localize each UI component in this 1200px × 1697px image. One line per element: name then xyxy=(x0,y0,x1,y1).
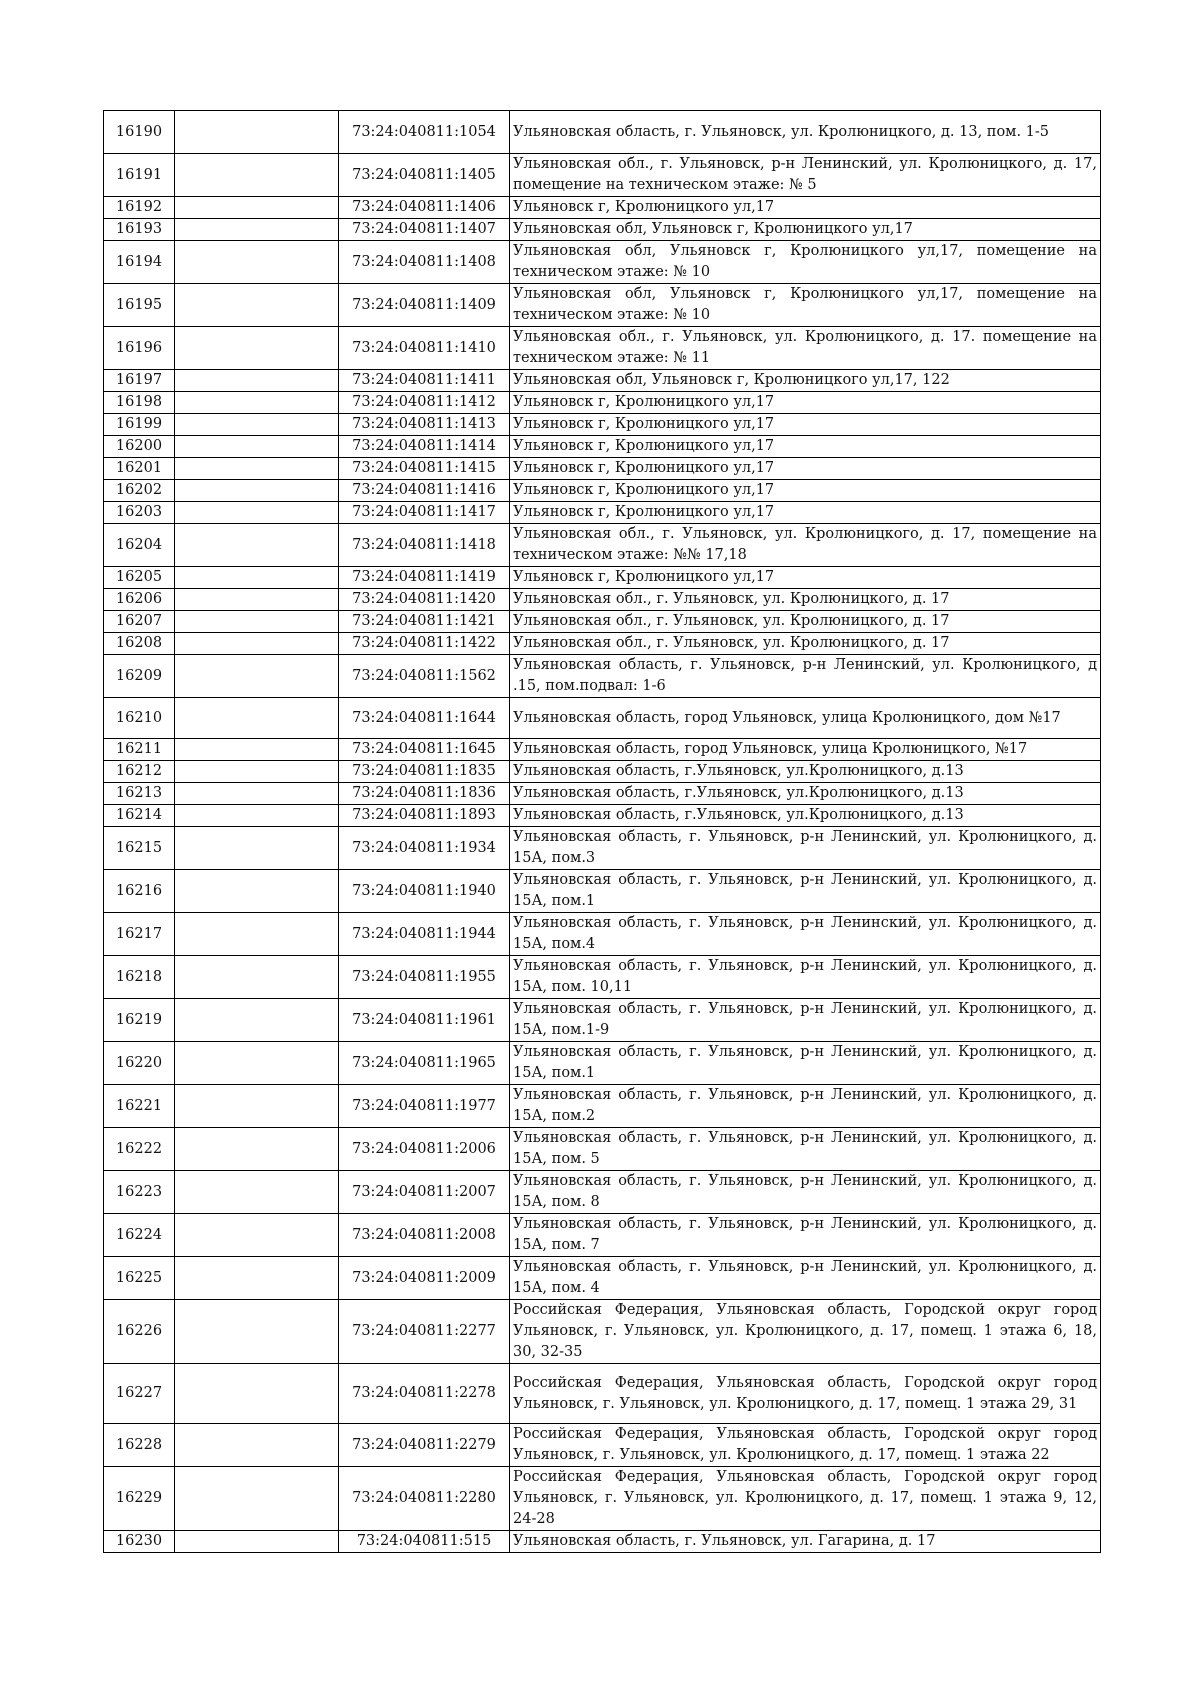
empty-cell xyxy=(175,633,339,655)
table-row xyxy=(104,480,1101,502)
table-row xyxy=(104,241,1101,284)
empty-cell xyxy=(175,805,339,827)
empty-cell xyxy=(175,1214,339,1257)
table-row xyxy=(104,1364,1101,1424)
table-row xyxy=(104,655,1101,698)
cadastral-number: 73:24:040811:515 xyxy=(339,1531,510,1553)
empty-cell xyxy=(175,219,339,241)
address: Российская Федерация, Ульяновская область, Городской округ город Ульяновск, г. Ульяновск, ул. Кролюницкого, д. 17, помещ. 1 этажа 22 xyxy=(510,1424,1101,1467)
empty-cell xyxy=(175,1424,339,1467)
address: Ульяновская обл, Ульяновск г, Кролюницкого ул,17, помещение на техническом этаже: № 10 xyxy=(510,241,1101,284)
empty-cell xyxy=(175,327,339,370)
row-number: 16219 xyxy=(104,999,175,1042)
address: Ульяновск г, Кролюницкого ул,17 xyxy=(510,502,1101,524)
empty-cell xyxy=(175,284,339,327)
address: Ульяновск г, Кролюницкого ул,17 xyxy=(510,197,1101,219)
cadastral-number: 73:24:040811:1418 xyxy=(339,524,510,567)
address: Ульяновская область, г. Ульяновск, р-н Ленинский, ул. Кролюницкого, д. 15А, пом.3 xyxy=(510,827,1101,870)
cadastral-number: 73:24:040811:2008 xyxy=(339,1214,510,1257)
row-number: 16211 xyxy=(104,739,175,761)
cadastral-number: 73:24:040811:1562 xyxy=(339,655,510,698)
empty-cell xyxy=(175,827,339,870)
address: Ульяновская область, г. Ульяновск, р-н Ленинский, ул. Кролюницкого, д. 15А, пом. 4 xyxy=(510,1257,1101,1300)
row-number: 16218 xyxy=(104,956,175,999)
row-number: 16230 xyxy=(104,1531,175,1553)
cadastral-number: 73:24:040811:2277 xyxy=(339,1300,510,1364)
address: Ульяновская область, г. Ульяновск, р-н Ленинский, ул. Кролюницкого, д. 15А, пом.1-9 xyxy=(510,999,1101,1042)
address: Ульяновск г, Кролюницкого ул,17 xyxy=(510,567,1101,589)
table-row xyxy=(104,589,1101,611)
empty-cell xyxy=(175,589,339,611)
address: Ульяновская область, г. Ульяновск, р-н Ленинский, ул. Кролюницкого, д. 15А, пом.1 xyxy=(510,1042,1101,1085)
cadastral-number: 73:24:040811:1965 xyxy=(339,1042,510,1085)
row-number: 16228 xyxy=(104,1424,175,1467)
address: Ульяновская область, г. Ульяновск, р-н Ленинский, ул. Кролюницкого, д. 15А, пом. 7 xyxy=(510,1214,1101,1257)
address: Ульяновская область, г. Ульяновск, р-н Ленинский, ул. Кролюницкого, д. 15А, пом.4 xyxy=(510,913,1101,956)
table-row xyxy=(104,392,1101,414)
table-row xyxy=(104,284,1101,327)
address: Ульяновская область, г. Ульяновск, р-н Ленинский, ул. Кролюницкого, д. 15А, пом. 8 xyxy=(510,1171,1101,1214)
cadastral-number: 73:24:040811:2279 xyxy=(339,1424,510,1467)
cadastral-number: 73:24:040811:1410 xyxy=(339,327,510,370)
empty-cell xyxy=(175,655,339,698)
table-row xyxy=(104,1300,1101,1364)
table-row xyxy=(104,1257,1101,1300)
row-number: 16198 xyxy=(104,392,175,414)
cadastral-number: 73:24:040811:1893 xyxy=(339,805,510,827)
table-row xyxy=(104,870,1101,913)
cadastral-number: 73:24:040811:2278 xyxy=(339,1364,510,1424)
row-number: 16194 xyxy=(104,241,175,284)
empty-cell xyxy=(175,502,339,524)
table-row xyxy=(104,414,1101,436)
row-number: 16201 xyxy=(104,458,175,480)
cadastral-number: 73:24:040811:1940 xyxy=(339,870,510,913)
cadastral-number: 73:24:040811:1405 xyxy=(339,154,510,197)
table-row xyxy=(104,761,1101,783)
empty-cell xyxy=(175,1300,339,1364)
address: Ульяновская область, г. Ульяновск, р-н Ленинский, ул. Кролюницкого, д. 15А, пом. 5 xyxy=(510,1128,1101,1171)
address: Ульяновская область, г.Ульяновск, ул.Кролюницкого, д.13 xyxy=(510,805,1101,827)
row-number: 16206 xyxy=(104,589,175,611)
empty-cell xyxy=(175,241,339,284)
address: Ульяновск г, Кролюницкого ул,17 xyxy=(510,392,1101,414)
empty-cell xyxy=(175,197,339,219)
table-row xyxy=(104,611,1101,633)
address: Ульяновская область, город Ульяновск, улица Кролюницкого, №17 xyxy=(510,739,1101,761)
cadastral-number: 73:24:040811:1406 xyxy=(339,197,510,219)
address: Ульяновская обл, Ульяновск г, Кролюницкого ул,17 xyxy=(510,219,1101,241)
row-number: 16212 xyxy=(104,761,175,783)
row-number: 16203 xyxy=(104,502,175,524)
table-row xyxy=(104,458,1101,480)
address: Ульяновск г, Кролюницкого ул,17 xyxy=(510,480,1101,502)
row-number: 16215 xyxy=(104,827,175,870)
empty-cell xyxy=(175,1085,339,1128)
table-row xyxy=(104,436,1101,458)
empty-cell xyxy=(175,913,339,956)
empty-cell xyxy=(175,392,339,414)
empty-cell xyxy=(175,999,339,1042)
empty-cell xyxy=(175,739,339,761)
empty-cell xyxy=(175,1171,339,1214)
table-row xyxy=(104,827,1101,870)
table-row xyxy=(104,805,1101,827)
table-row xyxy=(104,1531,1101,1553)
address: Российская Федерация, Ульяновская область, Городской округ город Ульяновск, г. Ульяновск, ул. Кролюницкого, д. 17, помещ. 1 этажа 29, 31 xyxy=(510,1364,1101,1424)
cadastral-number: 73:24:040811:2007 xyxy=(339,1171,510,1214)
row-number: 16223 xyxy=(104,1171,175,1214)
row-number: 16210 xyxy=(104,698,175,739)
cadastral-number: 73:24:040811:2006 xyxy=(339,1128,510,1171)
row-number: 16193 xyxy=(104,219,175,241)
empty-cell xyxy=(175,1531,339,1553)
table-row xyxy=(104,1467,1101,1531)
table-row xyxy=(104,783,1101,805)
row-number: 16204 xyxy=(104,524,175,567)
table-row xyxy=(104,524,1101,567)
cadastral-number: 73:24:040811:1412 xyxy=(339,392,510,414)
row-number: 16192 xyxy=(104,197,175,219)
cadastral-number: 73:24:040811:2280 xyxy=(339,1467,510,1531)
address: Ульяновск г, Кролюницкого ул,17 xyxy=(510,458,1101,480)
row-number: 16216 xyxy=(104,870,175,913)
table-row xyxy=(104,370,1101,392)
cadastral-number: 73:24:040811:1414 xyxy=(339,436,510,458)
cadastral-number: 73:24:040811:1644 xyxy=(339,698,510,739)
address: Ульяновская область, г. Ульяновск, р-н Ленинский, ул. Кролюницкого, д. 15А, пом.1 xyxy=(510,870,1101,913)
address: Ульяновская область, г. Ульяновск, р-н Ленинский, ул. Кролюницкого, д .15, пом.подвал: 1-6 xyxy=(510,655,1101,698)
row-number: 16225 xyxy=(104,1257,175,1300)
empty-cell xyxy=(175,436,339,458)
empty-cell xyxy=(175,1467,339,1531)
cadastral-number: 73:24:040811:1411 xyxy=(339,370,510,392)
row-number: 16199 xyxy=(104,414,175,436)
empty-cell xyxy=(175,524,339,567)
cadastral-number: 73:24:040811:1417 xyxy=(339,502,510,524)
cadastral-number: 73:24:040811:1961 xyxy=(339,999,510,1042)
empty-cell xyxy=(175,611,339,633)
row-number: 16227 xyxy=(104,1364,175,1424)
empty-cell xyxy=(175,154,339,197)
cadastral-number: 73:24:040811:1977 xyxy=(339,1085,510,1128)
row-number: 16202 xyxy=(104,480,175,502)
row-number: 16196 xyxy=(104,327,175,370)
empty-cell xyxy=(175,761,339,783)
address: Ульяновская обл., г. Ульяновск, ул. Кролюницкого, д. 17, помещение на техническом этаже: №№ 17,18 xyxy=(510,524,1101,567)
address: Ульяновская область, город Ульяновск, улица Кролюницкого, дом №17 xyxy=(510,698,1101,739)
address: Ульяновская область, г.Ульяновск, ул.Кролюницкого, д.13 xyxy=(510,783,1101,805)
cadastral-number: 73:24:040811:1409 xyxy=(339,284,510,327)
address: Ульяновск г, Кролюницкого ул,17 xyxy=(510,414,1101,436)
address: Ульяновская область, г. Ульяновск, р-н Ленинский, ул. Кролюницкого, д. 15А, пом. 10,11 xyxy=(510,956,1101,999)
row-number: 16191 xyxy=(104,154,175,197)
empty-cell xyxy=(175,414,339,436)
table-row xyxy=(104,197,1101,219)
address: Ульяновская область, г. Ульяновск, ул. Гагарина, д. 17 xyxy=(510,1531,1101,1553)
row-number: 16222 xyxy=(104,1128,175,1171)
table-row xyxy=(104,1424,1101,1467)
row-number: 16195 xyxy=(104,284,175,327)
cadastral-number: 73:24:040811:1944 xyxy=(339,913,510,956)
address: Ульяновская обл, Ульяновск г, Кролюницкого ул,17, 122 xyxy=(510,370,1101,392)
row-number: 16200 xyxy=(104,436,175,458)
cadastral-number: 73:24:040811:1420 xyxy=(339,589,510,611)
address: Ульяновская обл., г. Ульяновск, ул. Кролюницкого, д. 17 xyxy=(510,589,1101,611)
table-row xyxy=(104,956,1101,999)
cadastral-number: 73:24:040811:1421 xyxy=(339,611,510,633)
address: Ульяновская обл., г. Ульяновск, ул. Кролюницкого, д. 17 xyxy=(510,611,1101,633)
table-row xyxy=(104,502,1101,524)
empty-cell xyxy=(175,1128,339,1171)
table-row xyxy=(104,219,1101,241)
empty-cell xyxy=(175,783,339,805)
table-row xyxy=(104,327,1101,370)
cadastral-number: 73:24:040811:1413 xyxy=(339,414,510,436)
cadastral-number: 73:24:040811:1419 xyxy=(339,567,510,589)
empty-cell xyxy=(175,1364,339,1424)
empty-cell xyxy=(175,1257,339,1300)
cadastral-number: 73:24:040811:1422 xyxy=(339,633,510,655)
table-row xyxy=(104,1042,1101,1085)
cadastral-number: 73:24:040811:1934 xyxy=(339,827,510,870)
address: Ульяновская обл., г. Ульяновск, ул. Кролюницкого, д. 17 xyxy=(510,633,1101,655)
cadastral-number: 73:24:040811:2009 xyxy=(339,1257,510,1300)
row-number: 16226 xyxy=(104,1300,175,1364)
cadastral-number: 73:24:040811:1408 xyxy=(339,241,510,284)
empty-cell xyxy=(175,956,339,999)
row-number: 16217 xyxy=(104,913,175,956)
row-number: 16209 xyxy=(104,655,175,698)
row-number: 16208 xyxy=(104,633,175,655)
table-row xyxy=(104,1214,1101,1257)
cadastral-number: 73:24:040811:1836 xyxy=(339,783,510,805)
cadastral-number: 73:24:040811:1835 xyxy=(339,761,510,783)
table-row xyxy=(104,1085,1101,1128)
address: Российская Федерация, Ульяновская область, Городской округ город Ульяновск, г. Ульяновск, ул. Кролюницкого, д. 17, помещ. 1 этажа 9, 12, 24-28 xyxy=(510,1467,1101,1531)
row-number: 16205 xyxy=(104,567,175,589)
row-number: 16197 xyxy=(104,370,175,392)
row-number: 16213 xyxy=(104,783,175,805)
empty-cell xyxy=(175,1042,339,1085)
address: Ульяновская обл., г. Ульяновск, р-н Ленинский, ул. Кролюницкого, д. 17, помещение на техническом этаже: № 5 xyxy=(510,154,1101,197)
table-row xyxy=(104,698,1101,739)
table-row xyxy=(104,913,1101,956)
table-row xyxy=(104,154,1101,197)
table-row xyxy=(104,633,1101,655)
address: Ульяновск г, Кролюницкого ул,17 xyxy=(510,436,1101,458)
address: Ульяновская обл, Ульяновск г, Кролюницкого ул,17, помещение на техническом этаже: № 10 xyxy=(510,284,1101,327)
row-number: 16221 xyxy=(104,1085,175,1128)
empty-cell xyxy=(175,480,339,502)
cadastral-number: 73:24:040811:1645 xyxy=(339,739,510,761)
row-number: 16214 xyxy=(104,805,175,827)
table-row xyxy=(104,1128,1101,1171)
table-row xyxy=(104,1171,1101,1214)
empty-cell xyxy=(175,567,339,589)
address: Ульяновская область, г. Ульяновск, ул. Кролюницкого, д. 13, пом. 1-5 xyxy=(510,111,1101,154)
address: Ульяновская область, г. Ульяновск, р-н Ленинский, ул. Кролюницкого, д. 15А, пом.2 xyxy=(510,1085,1101,1128)
table-row xyxy=(104,999,1101,1042)
empty-cell xyxy=(175,458,339,480)
cadastral-number: 73:24:040811:1407 xyxy=(339,219,510,241)
row-number: 16207 xyxy=(104,611,175,633)
table-row xyxy=(104,739,1101,761)
empty-cell xyxy=(175,698,339,739)
empty-cell xyxy=(175,111,339,154)
address: Российская Федерация, Ульяновская область, Городской округ город Ульяновск, г. Ульяновск, ул. Кролюницкого, д. 17, помещ. 1 этажа 6, 18, 30, 32-35 xyxy=(510,1300,1101,1364)
cadastral-number: 73:24:040811:1415 xyxy=(339,458,510,480)
row-number: 16190 xyxy=(104,111,175,154)
table-row xyxy=(104,111,1101,154)
row-number: 16224 xyxy=(104,1214,175,1257)
row-number: 16229 xyxy=(104,1467,175,1531)
empty-cell xyxy=(175,870,339,913)
address: Ульяновская область, г.Ульяновск, ул.Кролюницкого, д.13 xyxy=(510,761,1101,783)
row-number: 16220 xyxy=(104,1042,175,1085)
cadastral-number: 73:24:040811:1054 xyxy=(339,111,510,154)
cadastral-number: 73:24:040811:1955 xyxy=(339,956,510,999)
registry-table-body xyxy=(104,111,1101,1553)
registry-table xyxy=(103,110,1101,1553)
table-row xyxy=(104,567,1101,589)
cadastral-number: 73:24:040811:1416 xyxy=(339,480,510,502)
empty-cell xyxy=(175,370,339,392)
address: Ульяновская обл., г. Ульяновск, ул. Кролюницкого, д. 17. помещение на техническом этаже: № 11 xyxy=(510,327,1101,370)
